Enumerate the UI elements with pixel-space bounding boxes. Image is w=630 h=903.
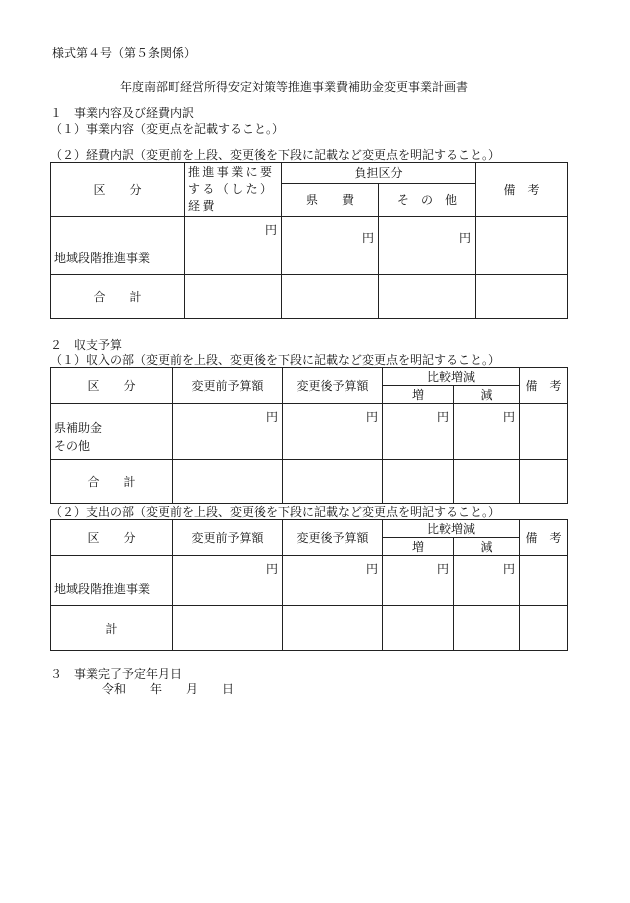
completion-date: 令和 年 月 日 xyxy=(102,682,235,696)
expense-breakdown-table xyxy=(50,162,568,319)
yen-unit: 円 xyxy=(283,556,383,606)
yen-unit: 円 xyxy=(282,217,379,275)
table-row xyxy=(51,275,568,319)
col-expense: 推進事業に要する（した）経費 xyxy=(185,163,282,217)
col-kubun: 区 分 xyxy=(51,163,185,217)
income-table xyxy=(50,367,568,504)
cell xyxy=(282,275,379,319)
col-note: 備 考 xyxy=(520,520,568,556)
section-2-sub-2: （２）支出の部（変更前を上段、変更後を下段に記載など変更点を明記すること。） xyxy=(50,505,501,519)
cell xyxy=(283,606,383,651)
yen-unit: 円 xyxy=(454,556,520,606)
cell xyxy=(173,460,283,504)
income-row-pref: 県補助金 xyxy=(54,421,103,435)
income-row-other: その他 xyxy=(54,439,91,453)
table-row xyxy=(51,404,568,460)
form-number: 様式第４号（第５条関係） xyxy=(52,46,197,60)
section-3-heading: ３ 事業完了予定年月日 xyxy=(50,667,183,681)
col-after: 変更後予算額 xyxy=(283,520,383,556)
col-burden: 負担区分 xyxy=(282,163,476,184)
document-title: 年度南部町経営所得安定対策等推進事業費補助金変更事業計画書 xyxy=(120,80,469,94)
row-label-item: 地域段階推進事業 xyxy=(51,217,185,275)
cell-note xyxy=(520,556,568,606)
row-label-expense: 地域段階推進事業 xyxy=(51,556,173,606)
yen-unit: 円 xyxy=(283,404,383,460)
table-row xyxy=(51,606,568,651)
col-inc: 増 xyxy=(383,538,454,556)
cell xyxy=(283,460,383,504)
yen-unit: 円 xyxy=(173,404,283,460)
row-label-total: 計 xyxy=(51,606,173,651)
yen-unit: 円 xyxy=(454,404,520,460)
row-label-total: 合 計 xyxy=(51,275,185,319)
col-compare: 比較増減 xyxy=(383,368,520,386)
section-1-heading: １ 事業内容及び経費内訳 xyxy=(50,106,195,120)
col-before: 変更前予算額 xyxy=(173,368,283,404)
cell xyxy=(520,460,568,504)
cell xyxy=(476,275,568,319)
col-after: 変更後予算額 xyxy=(283,368,383,404)
expenditure-table xyxy=(50,519,568,651)
table-row xyxy=(51,556,568,606)
col-inc: 増 xyxy=(383,386,454,404)
table-row xyxy=(51,460,568,504)
col-before: 変更前予算額 xyxy=(173,520,283,556)
section-1-sub-2: （２）経費内訳（変更前を上段、変更後を下段に記載など変更点を明記すること。） xyxy=(50,148,501,162)
col-kubun: 区 分 xyxy=(51,368,173,404)
yen-unit: 円 xyxy=(185,217,282,275)
col-dec: 減 xyxy=(454,386,520,404)
cell-note xyxy=(520,404,568,460)
col-note: 備 考 xyxy=(520,368,568,404)
col-compare: 比較増減 xyxy=(383,520,520,538)
col-dec: 減 xyxy=(454,538,520,556)
cell xyxy=(379,275,476,319)
col-other: そ の 他 xyxy=(379,183,476,216)
cell-note xyxy=(476,217,568,275)
table-row xyxy=(51,217,568,275)
yen-unit: 円 xyxy=(379,217,476,275)
section-2-sub-1: （１）収入の部（変更前を上段、変更後を下段に記載など変更点を明記すること。） xyxy=(50,353,501,367)
cell xyxy=(383,460,454,504)
section-2-heading: ２ 収支予算 xyxy=(50,338,123,352)
row-label-income xyxy=(51,404,173,460)
yen-unit: 円 xyxy=(173,556,283,606)
cell xyxy=(383,606,454,651)
row-label-total: 合 計 xyxy=(51,460,173,504)
cell xyxy=(454,606,520,651)
cell xyxy=(185,275,282,319)
col-note: 備 考 xyxy=(476,163,568,217)
cell xyxy=(454,460,520,504)
col-kubun: 区 分 xyxy=(51,520,173,556)
cell xyxy=(520,606,568,651)
yen-unit: 円 xyxy=(383,404,454,460)
section-1-sub-1: （１）事業内容（変更点を記載すること。） xyxy=(50,122,285,136)
yen-unit: 円 xyxy=(383,556,454,606)
cell xyxy=(173,606,283,651)
col-pref: 県 費 xyxy=(282,183,379,216)
